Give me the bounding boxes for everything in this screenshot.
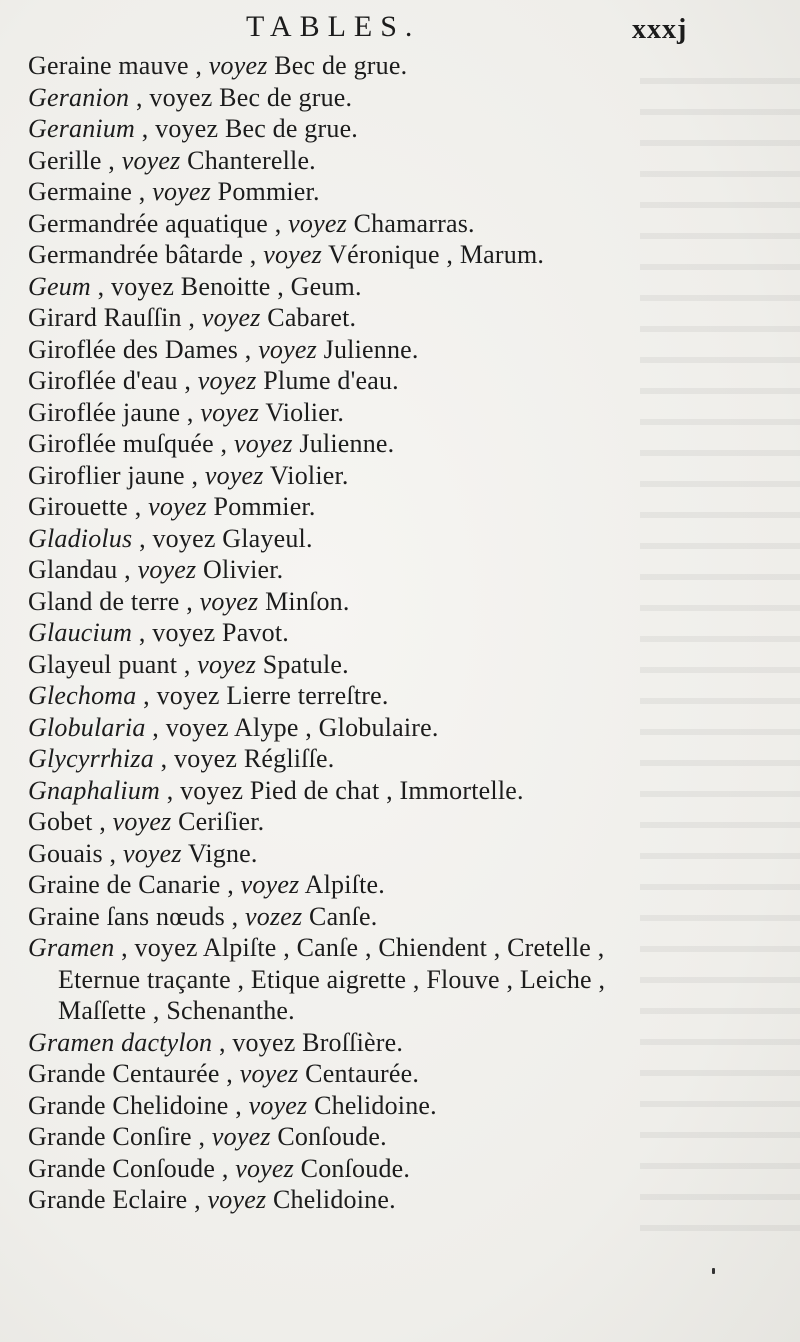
entry-term: Gouais — [28, 838, 103, 868]
entry-see-label: voyez — [263, 240, 322, 269]
entry-term: Glandau — [28, 555, 118, 584]
index-entry — [28, 743, 748, 775]
index-entry-continuation — [28, 995, 748, 1027]
index-entry — [28, 460, 748, 492]
entry-references: Vigne. — [181, 838, 258, 868]
entry-term: Germaine — [28, 177, 133, 206]
index-entry — [28, 932, 748, 964]
entry-see-label: voyez — [152, 618, 216, 647]
entry-separator: , — [114, 933, 135, 962]
index-entry — [28, 901, 748, 933]
entry-separator: , — [228, 1090, 249, 1120]
entry-references: Bec de grue. — [267, 51, 408, 80]
entry-term: Gnaphalium — [28, 775, 160, 805]
entry-term: Grande Centaurée — [28, 1059, 220, 1088]
entry-term: Glycyrrhiza — [28, 744, 154, 773]
entry-references: Chelidoine. — [266, 1185, 396, 1214]
entry-separator: , — [220, 870, 241, 899]
entry-term: Geum — [28, 271, 91, 301]
entry-references: Alpiſte. — [299, 870, 385, 899]
index-entry — [28, 523, 748, 555]
entry-see-label: voyez — [165, 712, 229, 742]
index-entry — [28, 491, 748, 523]
index-entry — [28, 176, 748, 208]
entry-separator: , — [117, 555, 138, 584]
entry-references: Benoitte , Geum. — [174, 271, 362, 301]
entry-separator: , — [243, 240, 264, 269]
entry-references: Véronique , Marum. — [321, 240, 545, 269]
entry-term: Girouette — [28, 492, 128, 521]
entry-see-label: voyez — [121, 145, 181, 175]
entry-see-label: voyez — [240, 870, 300, 899]
entry-references: Régliſſe. — [237, 744, 335, 773]
index-entry — [28, 680, 748, 712]
entry-separator: , — [102, 838, 123, 868]
index-entry — [28, 1027, 748, 1059]
entry-term: Gladiolus — [28, 523, 133, 553]
entry-references: Pavot. — [215, 618, 289, 647]
entry-references: Alype , Globulaire. — [228, 712, 439, 742]
entry-separator: , — [180, 397, 201, 427]
entry-separator: , — [128, 492, 149, 521]
entry-see-label: voyez — [111, 271, 175, 301]
entry-references: Julienne. — [316, 334, 419, 364]
index-entry — [28, 1153, 748, 1185]
entry-references: Canſe. — [302, 901, 378, 931]
entry-see-label: voyez — [137, 555, 197, 584]
entry-references: Conſoude. — [293, 1153, 411, 1183]
entry-term: Germandrée aquatique — [28, 208, 269, 238]
entry-see-label: voyez — [152, 523, 216, 553]
index-entry — [28, 554, 748, 586]
entry-separator: , — [177, 366, 198, 395]
index-entry — [28, 586, 748, 618]
index-entry — [28, 806, 748, 838]
entry-separator: , — [184, 460, 205, 490]
entry-see-label: vozez — [245, 901, 303, 931]
entry-term: Geraine mauve — [28, 51, 189, 80]
page-header — [0, 6, 800, 50]
entry-term: Eternue traçante , Etique aigrette , Flouve , Leiche , — [58, 964, 606, 994]
entry-term: Maſſette , Schenanthe. — [58, 996, 295, 1025]
entry-term: Giroflée jaune — [28, 397, 181, 427]
index-entry — [28, 869, 748, 901]
index-entry — [28, 649, 748, 681]
index-entry — [28, 775, 748, 807]
index-entry — [28, 208, 748, 240]
index-entry — [28, 113, 748, 145]
entry-references: Alpiſte , Canſe , Chiendent , Cretelle , — [197, 933, 605, 962]
entry-separator: , — [153, 744, 175, 773]
entry-see-label: voyez — [199, 586, 259, 616]
entry-term: Giroflier jaune — [28, 460, 185, 490]
entry-see-label: voyez — [204, 460, 264, 490]
entry-separator: , — [160, 775, 181, 805]
running-title: TABLES. — [246, 10, 421, 43]
entry-see-label: voyez — [208, 51, 268, 80]
entry-see-label: voyez — [155, 114, 219, 143]
entry-references: Pommier. — [206, 492, 316, 521]
entry-separator: , — [212, 1027, 233, 1057]
index-entry — [28, 1184, 748, 1216]
entry-term: Geranion — [28, 82, 130, 112]
entry-references: Chamarras. — [346, 208, 475, 238]
index-entry — [28, 397, 748, 429]
index-entry — [28, 365, 748, 397]
entry-see-label: voyez — [174, 744, 238, 773]
entry-term: Grande Conſire — [28, 1122, 192, 1151]
entry-see-label: voyez — [258, 334, 317, 364]
entry-references: Cabaret. — [260, 303, 357, 332]
index-entry — [28, 271, 748, 303]
entry-see-label: voyez — [197, 649, 257, 679]
entry-term: Girard Rauſſin — [28, 303, 182, 332]
entry-separator: , — [90, 271, 112, 301]
entry-see-label: voyez — [201, 303, 261, 332]
entry-term: Grande Chelidoine — [28, 1090, 229, 1120]
entry-separator: , — [224, 901, 246, 931]
index-entry — [28, 838, 748, 870]
index-entry — [28, 712, 748, 744]
entry-term: Gramen dactylon — [28, 1027, 213, 1057]
entry-term: Grande Eclaire — [28, 1185, 188, 1214]
index-entry — [28, 302, 748, 334]
index-entry — [28, 82, 748, 114]
entry-separator: , — [179, 586, 200, 616]
entry-references: Spatule. — [256, 649, 349, 679]
entry-separator: , — [181, 303, 202, 332]
entry-separator: , — [132, 177, 153, 206]
index-entry-continuation — [28, 964, 748, 996]
entry-term: Graine ſans nœuds — [28, 901, 225, 931]
index-entry — [28, 334, 748, 366]
entry-separator: , — [145, 712, 166, 742]
entry-separator: , — [135, 114, 156, 143]
index-entry — [28, 145, 748, 177]
entry-references: Bec de grue. — [212, 82, 353, 112]
entry-see-label: voyez — [156, 681, 220, 710]
entry-references: Violier. — [259, 397, 345, 427]
entry-references: Pied de chat , Immortelle. — [243, 775, 524, 805]
entry-references: Chanterelle. — [180, 145, 316, 175]
entry-references: Minſon. — [258, 586, 350, 616]
index-entries — [28, 50, 748, 1216]
entry-term: Gobet — [28, 807, 93, 836]
entry-see-label: voyez — [148, 492, 207, 521]
entry-references: Bec de grue. — [218, 114, 359, 143]
entry-references: Broſſière. — [295, 1027, 404, 1057]
entry-separator: , — [136, 681, 157, 710]
entry-term: Glaucium — [28, 618, 133, 647]
entry-see-label: voyez — [180, 775, 244, 805]
entry-term: Grande Conſoude — [28, 1153, 216, 1183]
entry-separator: , — [238, 334, 259, 364]
entry-term: Giroflée des Dames — [28, 334, 239, 364]
entry-see-label: voyez — [122, 838, 182, 868]
entry-see-label: voyez — [235, 1153, 294, 1183]
entry-term: Giroflée muſquée — [28, 429, 214, 458]
entry-references: Pommier. — [210, 177, 320, 206]
entry-references: Julienne. — [292, 429, 395, 458]
entry-separator: , — [92, 807, 113, 836]
entry-term: Gland de terre — [28, 586, 180, 616]
entry-separator: , — [215, 1153, 236, 1183]
index-entry — [28, 617, 748, 649]
entry-see-label: voyez — [232, 1027, 296, 1057]
entry-term: Graine de Canarie — [28, 870, 221, 899]
entry-see-label: voyez — [288, 208, 347, 238]
entry-term: Glechoma — [28, 681, 137, 710]
entry-separator: , — [132, 618, 153, 647]
entry-separator: , — [187, 1185, 208, 1214]
entry-term: Germandrée bâtarde — [28, 240, 244, 269]
index-entry — [28, 1121, 748, 1153]
entry-separator: , — [213, 429, 234, 458]
entry-separator: , — [101, 145, 122, 175]
index-entry — [28, 1058, 748, 1090]
entry-references: Centaurée. — [298, 1059, 420, 1088]
entry-references: Chelidoine. — [307, 1090, 437, 1120]
entry-separator: , — [268, 208, 289, 238]
page-number: xxxj — [632, 14, 688, 45]
entry-term: Glayeul puant — [28, 649, 178, 679]
entry-separator: , — [132, 523, 153, 553]
entry-see-label: voyez — [149, 82, 213, 112]
entry-separator: , — [188, 51, 209, 80]
entry-see-label: voyez — [239, 1059, 299, 1088]
entry-references: Conſoude. — [270, 1122, 387, 1151]
ink-speck — [712, 1268, 715, 1274]
entry-references: Olivier. — [196, 555, 284, 584]
entry-separator: , — [129, 82, 150, 112]
entry-references: Ceriſier. — [171, 807, 265, 836]
entry-see-label: voyez — [211, 1122, 271, 1151]
entry-term: Gramen — [28, 933, 115, 962]
entry-see-label: voyez — [197, 366, 257, 395]
entry-references: Plume d'eau. — [256, 366, 399, 395]
entry-references: Glayeul. — [215, 523, 313, 553]
entry-separator: , — [191, 1122, 212, 1151]
entry-see-label: voyez — [207, 1185, 267, 1214]
index-entry — [28, 428, 748, 460]
entry-separator: , — [177, 649, 198, 679]
entry-references: Violier. — [263, 460, 349, 490]
index-entry — [28, 50, 748, 82]
entry-see-label: voyez — [134, 933, 198, 962]
entry-term: Geranium — [28, 114, 136, 143]
entry-term: Gerille — [28, 145, 102, 175]
entry-references: Lierre terreſtre. — [219, 681, 389, 710]
entry-see-label: voyez — [233, 429, 293, 458]
entry-see-label: voyez — [200, 397, 260, 427]
entry-term: Giroflée d'eau — [28, 366, 178, 395]
entry-see-label: voyez — [152, 177, 211, 206]
entry-separator: , — [219, 1059, 240, 1088]
entry-see-label: voyez — [248, 1090, 308, 1120]
entry-term: Globularia — [28, 712, 146, 742]
entry-see-label: voyez — [112, 807, 172, 836]
index-entry — [28, 239, 748, 271]
index-entry — [28, 1090, 748, 1122]
